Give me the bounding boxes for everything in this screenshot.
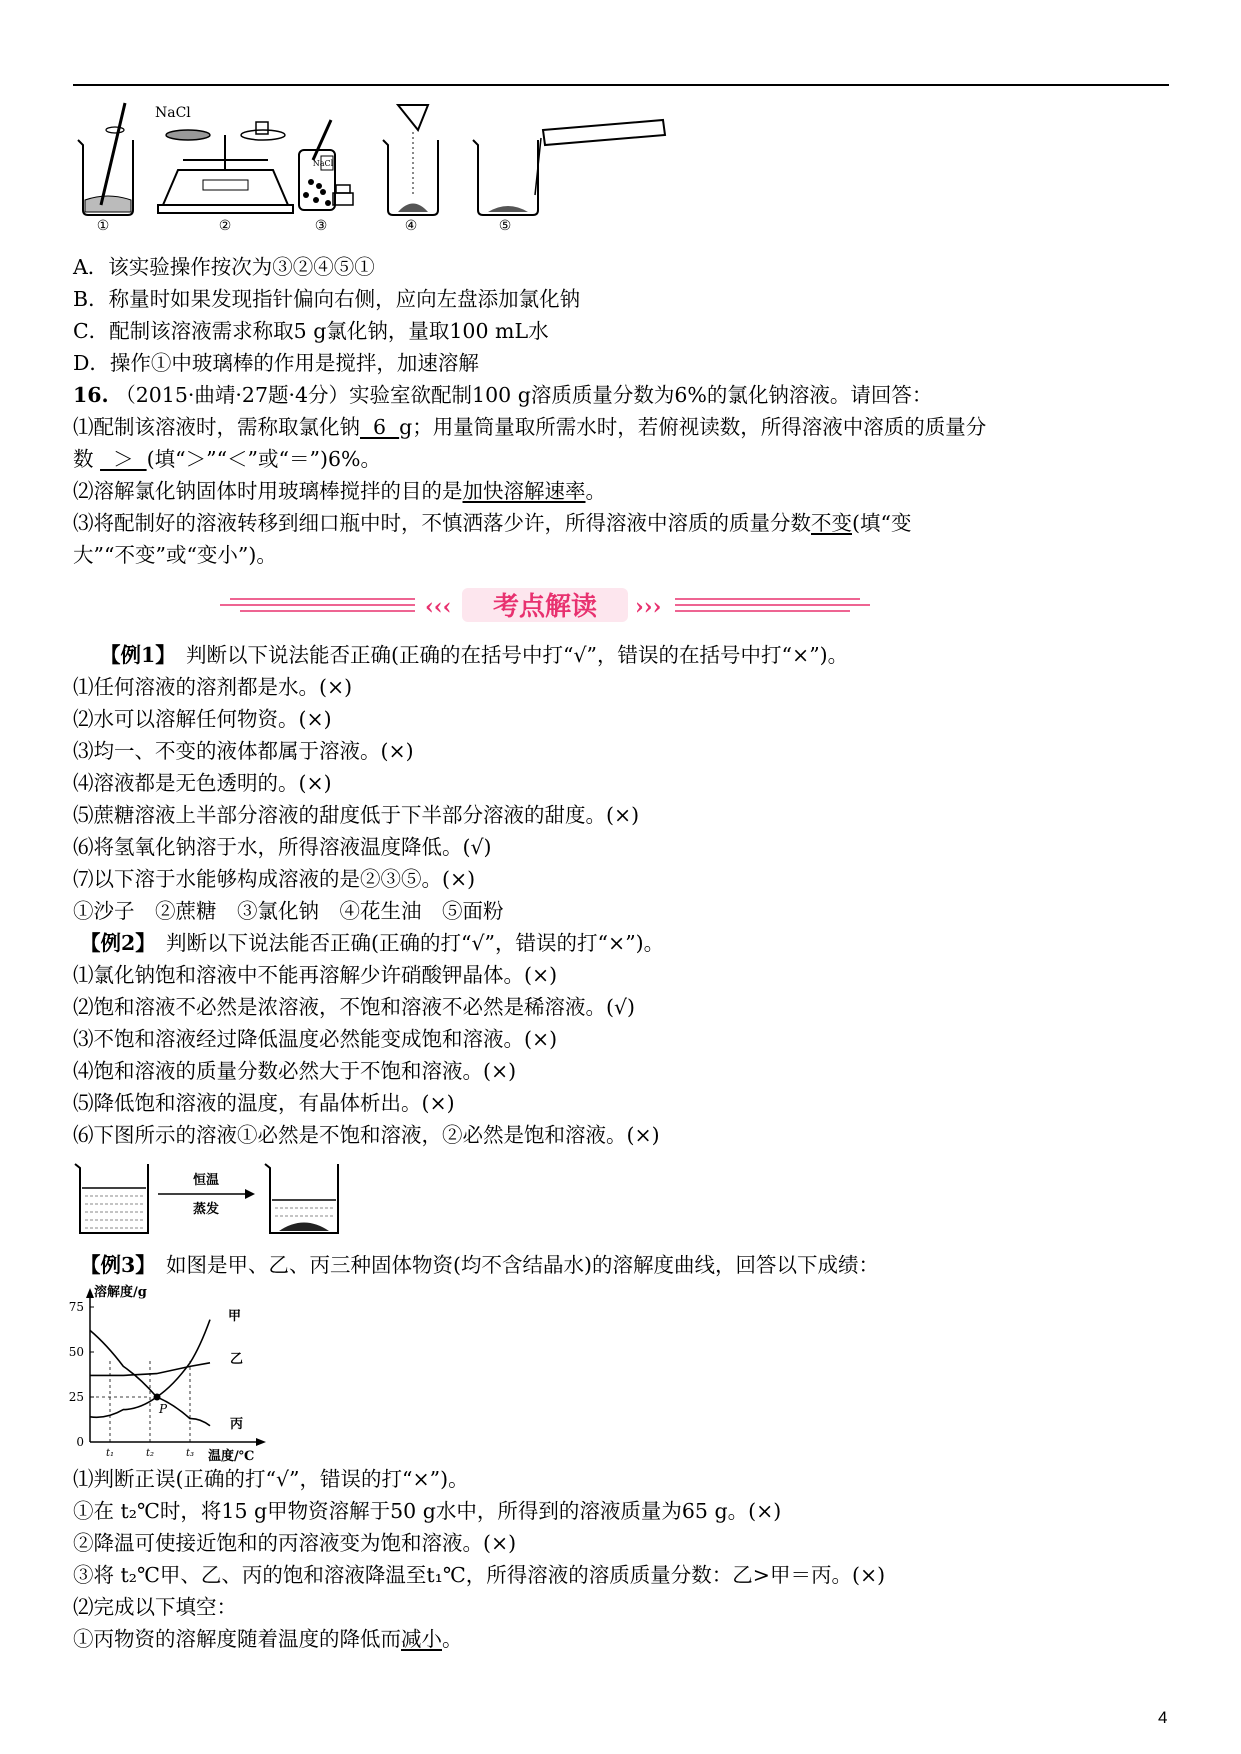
y-tick-label-25: 25 bbox=[68, 1390, 84, 1404]
banner-right-chevrons: ››› bbox=[635, 594, 662, 620]
arrow-label-bottom: 蒸发 bbox=[192, 1202, 220, 1217]
q16-p1-text-a: ⑴配制该溶液时，需称取氯化钠 bbox=[73, 415, 360, 439]
beaker-pour-water-icon bbox=[473, 120, 665, 215]
y-tick-label-75: 75 bbox=[68, 1300, 84, 1314]
ex1-stem bbox=[100, 642, 848, 668]
q16-p1-answer-2: ＞ bbox=[100, 447, 147, 471]
ex3-item-1: ⑴判断正误(正确的打“√”，错误的打“×”)。 bbox=[73, 1467, 469, 1491]
y-tick-label-0: 0 bbox=[76, 1435, 84, 1449]
q16-p1-text-c: 数 bbox=[73, 447, 94, 471]
solubility-chart bbox=[60, 1282, 320, 1462]
q16-stem-text: （2015·曲靖·27题·4分）实验室欲配制100 g溶质质量分数为6%的氯化钠溶液。请回答： bbox=[115, 383, 933, 407]
point-label: P bbox=[159, 1402, 168, 1416]
x-axis-arrow-icon bbox=[256, 1438, 266, 1446]
q16-p2-text-b: 。 bbox=[585, 479, 606, 503]
fig-label-5: ⑤ bbox=[498, 218, 512, 234]
ex1-item-6: ⑹将氢氧化钠溶于水，所得溶液温度降低。(√) bbox=[73, 835, 492, 859]
ex2-label: 【例2】 bbox=[80, 931, 146, 955]
q16-p2-text-a: ⑵溶解氯化钠固体时用玻璃棒搅拌的目的是 bbox=[73, 479, 463, 503]
x-tick-label-2: t₂ bbox=[145, 1448, 155, 1459]
ex2-stem-text: 判断以下说法能否正确(正确的打“√”，错误的打“×”)。 bbox=[166, 931, 665, 955]
option-a: A．该实验操作按次为③②④⑤① bbox=[73, 255, 375, 279]
balance-icon bbox=[158, 122, 293, 213]
fig-label-4: ④ bbox=[404, 218, 418, 234]
ex1-label: 【例1】 bbox=[100, 643, 166, 667]
q16-p1-text-d: (填“＞”“＜”或“＝”)6%。 bbox=[146, 447, 382, 471]
banner-left-chevrons: ‹‹‹ bbox=[425, 594, 452, 620]
beaker-saturated-icon bbox=[265, 1164, 338, 1233]
ex3-fill-answer: 减小 bbox=[401, 1627, 442, 1651]
ex1-item-2: ⑵水可以溶解任何物资。(×) bbox=[73, 707, 332, 731]
ex1-stem-text: 判断以下说法能否正确(正确的在括号中打“√”，错误的在括号中打“×”)。 bbox=[186, 643, 849, 667]
ex1-options: ①沙子 ②蔗糖 ③氯化钠 ④花生油 ⑤面粉 bbox=[73, 899, 504, 923]
fig-label-3: ③ bbox=[314, 218, 328, 234]
ex3-item-3: ②降温可使接近饱和的丙溶液变为饱和溶液。(×) bbox=[73, 1531, 517, 1555]
y-tick-label-50: 50 bbox=[68, 1345, 84, 1359]
q16-part3-line1 bbox=[73, 510, 911, 536]
q16-p1-text-b: g；用量筒量取所需水时，若俯视读数，所得溶液中溶质的质量分 bbox=[399, 415, 987, 439]
ex3-item-2: ①在 t₂℃时，将15 g甲物资溶解于50 g水中，所得到的溶液质量为65 g。(×) bbox=[73, 1499, 782, 1523]
x-tick-label-1: t₁ bbox=[105, 1448, 115, 1459]
q16-part3-line2: 大”“不变”或“变小”)。 bbox=[73, 543, 277, 567]
fig-label-2: ② bbox=[218, 218, 232, 234]
ex2-item-3: ⑶不饱和溶液经过降低温度必然能变成饱和溶液。(×) bbox=[73, 1027, 558, 1051]
q16-part2 bbox=[73, 478, 606, 504]
q16-p3-text-b: (填“变 bbox=[852, 511, 912, 535]
evaporation-figure bbox=[73, 1158, 343, 1238]
option-b: B．称量时如果发现指针偏向右侧，应向左盘添加氯化钠 bbox=[73, 287, 581, 311]
ex1-item-3: ⑶均一、不变的液体都属于溶液。(×) bbox=[73, 739, 414, 763]
intersection-point bbox=[154, 1394, 161, 1401]
fig-label-1: ① bbox=[96, 218, 110, 234]
ex3-fill-text-a: ①丙物资的溶解度随着温度的降低而 bbox=[73, 1627, 401, 1651]
q16-p1-answer-1: 6 bbox=[360, 415, 400, 439]
ex1-item-5: ⑸蔗糖溶液上半部分溶液的甜度低于下半部分溶液的甜度。(×) bbox=[73, 803, 640, 827]
ex2-stem bbox=[80, 930, 664, 956]
x-tick-label-3: t₃ bbox=[185, 1448, 195, 1459]
ex1-item-4: ⑷溶液都是无色透明的。(×) bbox=[73, 771, 332, 795]
arrow-head-icon bbox=[245, 1189, 255, 1199]
q16-stem bbox=[73, 382, 932, 408]
q16-p2-answer: 加快溶解速率 bbox=[462, 479, 586, 503]
ex1-item-1: ⑴任何溶液的溶剂都是水。(×) bbox=[73, 675, 353, 699]
ex3-item-5: ⑵完成以下填空： bbox=[73, 1595, 237, 1619]
ex3-stem bbox=[80, 1252, 879, 1278]
ex3-fill-text-b: 。 bbox=[442, 1627, 463, 1651]
beaker-stir-icon bbox=[78, 103, 133, 215]
bottle-label: NaCl bbox=[312, 159, 334, 168]
ex2-item-1: ⑴氯化钠饱和溶液中不能再溶解少许硝酸钾晶体。(×) bbox=[73, 963, 558, 987]
ex2-item-2: ⑵饱和溶液不必然是浓溶液，不饱和溶液不必然是稀溶液。(√) bbox=[73, 995, 636, 1019]
page-number: 4 bbox=[1158, 1708, 1168, 1727]
series-label-2: 乙 bbox=[230, 1352, 244, 1368]
ex1-item-7: ⑺以下溶于水能够构成溶液的是②③⑤。(×) bbox=[73, 867, 476, 891]
q16-part1-line1 bbox=[73, 414, 986, 440]
ex3-fill-line bbox=[73, 1626, 463, 1652]
arrow-label-top: 恒温 bbox=[192, 1173, 220, 1188]
banner-title: 考点解读 bbox=[492, 592, 598, 622]
beaker-pour-solid-icon bbox=[383, 105, 438, 215]
option-c: C．配制该溶液需求称取5 g氯化钠，量取100 mL水 bbox=[73, 319, 549, 343]
header-rule bbox=[73, 84, 1169, 86]
x-axis-label: 温度/℃ bbox=[208, 1449, 255, 1462]
series-label-3: 丙 bbox=[230, 1417, 244, 1432]
section-banner bbox=[220, 585, 870, 625]
q16-p3-answer: 不变 bbox=[811, 511, 852, 535]
y-axis-label: 溶解度/g bbox=[94, 1285, 147, 1300]
ex2-item-5: ⑸降低饱和溶液的温度，有晶体析出。(×) bbox=[73, 1091, 455, 1115]
ex2-item-4: ⑷饱和溶液的质量分数必然大于不饱和溶液。(×) bbox=[73, 1059, 517, 1083]
option-d: D．操作①中玻璃棒的作用是搅拌，加速溶解 bbox=[73, 351, 479, 375]
apparatus-figure bbox=[73, 100, 673, 235]
ex3-label: 【例3】 bbox=[80, 1253, 146, 1277]
beaker-unsaturated-icon bbox=[75, 1164, 148, 1233]
ex3-item-4: ③将 t₂℃甲、乙、丙的饱和溶液降温至t₁℃，所得溶液的溶质质量分数：乙>甲＝丙。(×) bbox=[73, 1563, 886, 1587]
ex3-stem-text: 如图是甲、乙、丙三种固体物资(均不含结晶水)的溶解度曲线，回答以下成绩： bbox=[166, 1253, 880, 1277]
q16-p3-text-a: ⑶将配制好的溶液转移到细口瓶中时，不慎洒落少许，所得溶液中溶质的质量分数 bbox=[73, 511, 811, 535]
y-axis-arrow-icon bbox=[86, 1288, 94, 1298]
ex2-item-6: ⑹下图所示的溶液①必然是不饱和溶液，②必然是饱和溶液。(×) bbox=[73, 1123, 660, 1147]
q16-part1-line2 bbox=[73, 446, 381, 472]
nacl-label: NaCl bbox=[155, 105, 191, 121]
series-label-1: 甲 bbox=[228, 1309, 242, 1324]
q16-number: 16. bbox=[73, 383, 109, 407]
